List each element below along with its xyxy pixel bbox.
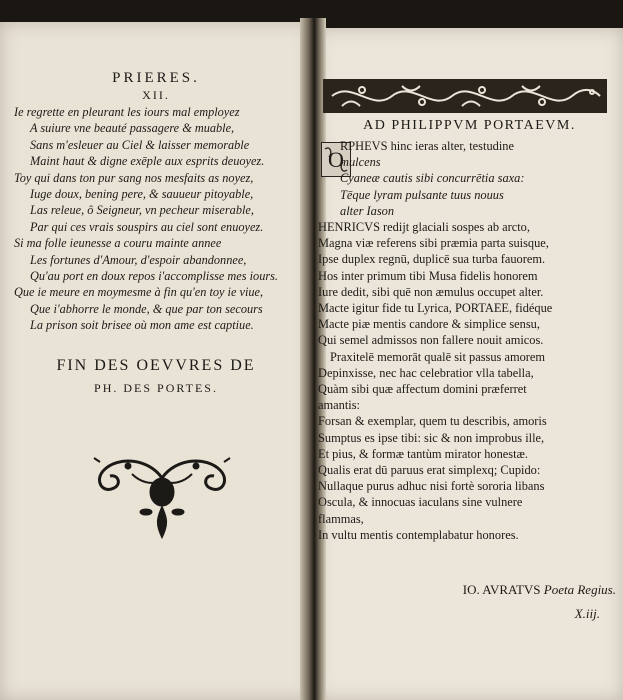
poem-line: flammas, [318,511,364,526]
poem-line: Ie regrette en pleurant les iours mal employez [14,105,240,119]
poem-number: XII. [142,88,170,102]
headpiece-ornament-icon [322,78,608,114]
latin-poem-title: AD PHILIPPVM PORTAEVM. [363,118,576,133]
svg-text:O: O [328,147,344,172]
poem-line: RPHEVS hinc ieras alter, testudine [340,139,514,153]
poem-line: Ipse duplex regnū, duplicē sua turba fauorem. [318,252,546,267]
author-signature [316,582,616,598]
signature-mark: X.iij. [574,606,600,621]
poem-line: Tēque lyram pulsante tuus nouus [340,187,504,202]
poem-line: Quàm sibi quæ affectum domini præferret [318,382,527,397]
poem-line: Qui semel admissos non fallere nouit amicos. [318,333,544,348]
poem-line: Si ma folle ieunesse a couru mainte annee [14,236,222,251]
latin-poem [318,138,618,543]
poem-line: Sans m'esleuer au Ciel & laisser memorable [30,137,250,152]
poem-line: Macte piæ mentis candore & simplice sensu, [318,317,540,332]
poem-line: Magna viæ referens sibi præmia parta suisque, [318,236,549,251]
poem-line: Praxitelē memorāt qualē sit passus amorem [330,349,546,364]
poem-line: Iure dedit, sibi quē non æmulus occupet alter. [318,284,544,299]
poem-line: Maint haut & digne exēple aux esprits deuoyez. [30,154,265,169]
poem-line: Par qui ces vrais souspirs au ciel sont enuoyez. [30,219,264,234]
poem-line: La prison soit brisee où mon ame est captiue. [30,318,254,333]
poem-line: Qu'au port en doux repos i'accomplisse mes iours. [30,269,278,284]
poem-line: HENRICVS redijt glaciali sospes ab arcto, [318,220,530,235]
poem-line: Sumptus es ipse tibi: sic & non improbus ille, [318,430,545,445]
running-head: PRIERES. [112,70,200,86]
author-name: IO. AVRATVS [462,582,541,597]
poem-line: Macte igitur fide tu Lyrica, PORTAEE, fidéque [318,301,553,316]
poem-line: Forsan & exemplar, quem tu describis, amoris [318,414,547,429]
floral-ornament-icon [88,448,236,543]
colophon-line2: PH. DES PORTES. [94,381,218,395]
french-sonnet [14,104,304,334]
author-title: Poeta Regius. [543,582,616,597]
poem-line: Nullaque purus adhuc nisi fortè sororia libans [318,479,545,494]
poem-line: Hos inter primum tibi Musa fidelis honorem [318,268,538,283]
poem-line: A suiure vne beauté passagere & muable, [30,121,235,136]
poem-line: Les fortunes d'Amour, d'espoir abandonnee, [30,252,247,267]
poem-line: Toy qui dans ton pur sang nos mesfaits as noyez, [14,170,254,185]
poem-line: Que ie meure en moymesme à fin qu'en toy ie viue, [14,285,264,300]
colophon-line1: FIN DES OEVVRES DE [56,357,256,374]
poem-line: amantis: [318,398,360,413]
poem-line: alter Iason [340,203,395,218]
poem-line: Oscula, & innocuas iaculans sine vulnere [318,495,523,510]
colophon [0,355,312,399]
poem-line: Qualis erat dū paruus erat simplexq; Cupido: [318,463,541,478]
poem-line: Las releue, ô Seigneur, vn pecheur miserable, [30,203,254,218]
poem-line: Que i'abhorre le monde, & que par ton secours [30,301,263,316]
poem-line: mulcens [340,155,381,170]
poem-line: Cyaneæ cautis sibi concurrētia saxa: [340,171,525,186]
poem-line: Depinxisse, nec hac celebratior vlla tabella, [318,365,534,380]
poem-line: In vultu mentis contemplabatur honores. [318,527,519,542]
poem-line: Et pius, & formæ tantùm mirator honestæ. [318,446,528,461]
poem-line: Iuge doux, bening pere, & sauueur pitoyable, [30,187,254,202]
